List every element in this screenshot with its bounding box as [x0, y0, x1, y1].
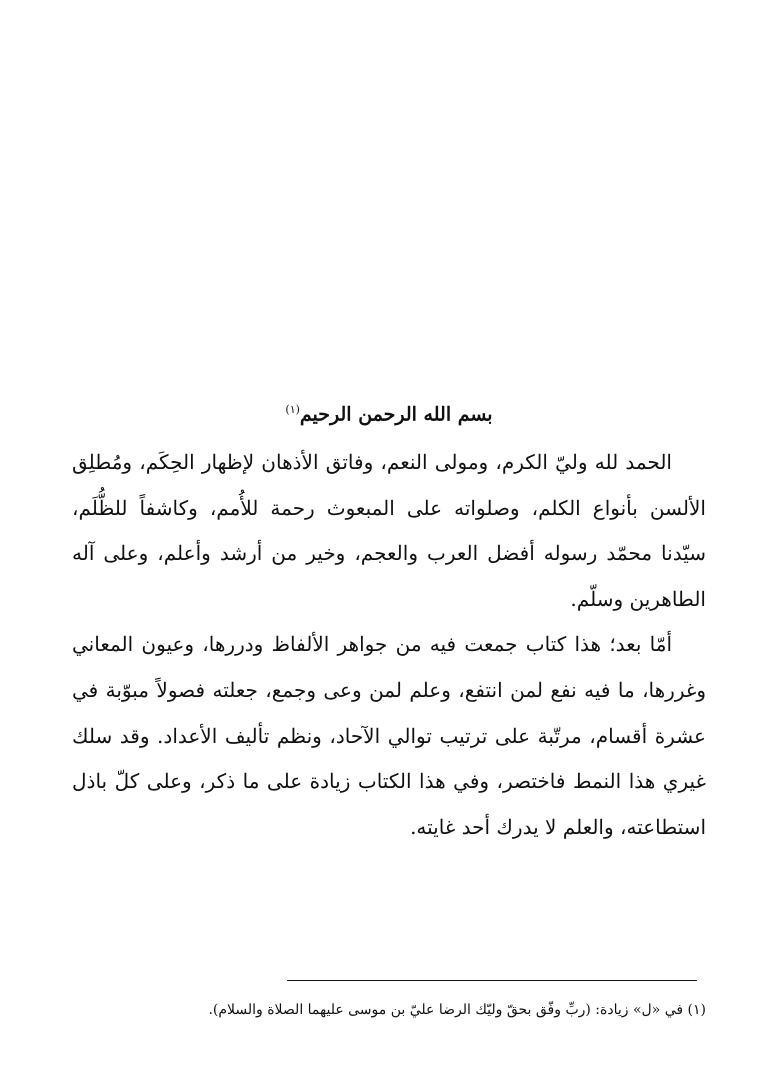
heading-footnote-marker: (١) — [285, 403, 300, 416]
paragraph-praise: الحمد لله وليّ الكرم، ومولى النعم، وفاتق الأذهان لإظهار الحِكَم، ومُطلِق الألسن بأنواع الكلم، وصلواته على المبعوث رحمة للأُمم، وكاشفاً للظُّلَم، سيّدنا محمّد رسوله أفضل العرب والعجم، وخير من أرشد وأعلم، وعلى آله الطاهرين وسلّم. — [72, 450, 706, 611]
paragraph-introduction: أمّا بعد؛ هذا كتاب جمعت فيه من جواهر الألفاظ ودررها، وعيون المعاني وغررها، ما فيه نفع لمن انتفع، وعلم لمن وعى وجمع، جعلته فصولاً مبوّبة في عشرة أقسام، مرتّبة على ترتيب توالي الآحاد، ونظم تأليف الأعداد. وقد سلك غيري هذا النمط فاختصر، وفي هذا الكتاب زيادة على ما ذكر، وعلى كلّ باذل استطاعته، والعلم لا يدرك أحد غايته. — [72, 632, 706, 839]
main-text — [72, 440, 706, 850]
footnote-separator — [287, 980, 697, 981]
heading-title: بسم الله الرحمن الرحيم — [299, 403, 493, 426]
footnote: (١) في «ل» زيادة: (ربِّ وفّق بحقّ وليّك الرضا عليّ بن موسى عليهما الصلاة والسلام). — [208, 1002, 706, 1018]
basmala-heading — [0, 395, 778, 429]
